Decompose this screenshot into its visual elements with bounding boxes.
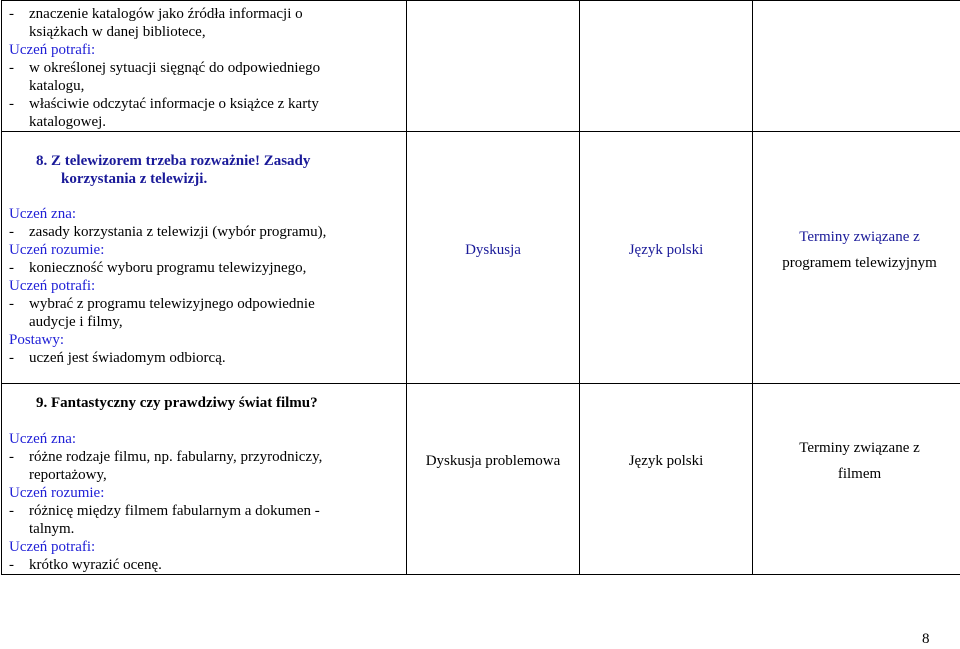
- page-number: 8: [922, 631, 930, 647]
- topic-title: korzystania z telewizji.: [61, 171, 208, 187]
- objectives-cell: 9. Fantastyczny czy prawdziwy świat filmu? Uczeń zna: - różne rodzaje filmu, np. fabularny, przyrodniczy, reportażowy, Uczeń rozumie: - różnicę między filmem fabularnym a dokumen - talnym. Uczeń potrafi: - krótko wyrazić ocenę.: [2, 384, 407, 575]
- terms-text: Terminy związane z: [799, 440, 920, 456]
- section-header-zna: Uczeń zna:: [9, 206, 77, 222]
- subject-text: Język polski: [628, 242, 704, 258]
- topic-title: 9. Fantastyczny czy prawdziwy świat filmu?: [36, 395, 318, 411]
- subject-cell: [580, 1, 753, 132]
- objective-text: krótko wyrazić ocenę.: [29, 557, 162, 573]
- method-text: Dyskusja problemowa: [425, 453, 561, 469]
- terms-cell: [753, 132, 960, 384]
- method-text: Dyskusja: [465, 242, 521, 258]
- objective-text: znaczenie katalogów jako źródła informacji o: [29, 6, 303, 22]
- objective-text: w określonej sytuacji sięgnąć do odpowiedniego: [29, 60, 321, 76]
- objective-text: wybrać z programu telewizyjnego odpowiednie: [29, 296, 315, 312]
- terms-text: filmem: [837, 466, 882, 482]
- objective-text: reportażowy,: [29, 467, 107, 483]
- objective-text: katalogowej.: [29, 114, 107, 130]
- method-cell: [407, 132, 580, 384]
- terms-text: Terminy związane z: [799, 229, 920, 245]
- section-header-rozumie: Uczeń rozumie:: [9, 242, 105, 258]
- terms-cell: [753, 1, 960, 132]
- objectives-cell: 8. Z telewizorem trzeba rozważnie! Zasady korzystania z telewizji. Uczeń zna: - zasady korzystania z telewizji (wybór programu), Uczeń rozumie: - konieczność wyboru programu telewizyjnego, Uczeń potrafi: - wybrać z programu telewizyjnego odpowiednie audycje i filmy, Postawy: - uczeń jest świadomym odbiorcą.: [2, 132, 407, 384]
- section-header-potrafi: Uczeń potrafi:: [9, 278, 96, 294]
- objective-text: audycje i filmy,: [29, 314, 123, 330]
- table-row: [2, 132, 960, 384]
- terms-cell: [753, 384, 960, 575]
- objective-text: zasady korzystania z telewizji (wybór programu),: [29, 224, 327, 240]
- objective-text: różnicę między filmem fabularnym a dokumen -: [29, 503, 320, 519]
- terms-text: programem telewizyjnym: [782, 255, 937, 271]
- objective-text: właściwie odczytać informacje o książce z karty: [29, 96, 319, 112]
- section-header-potrafi: Uczeń potrafi:: [9, 42, 96, 58]
- table-row: [2, 1, 960, 132]
- section-header-potrafi: Uczeń potrafi:: [9, 539, 96, 555]
- topic-title: 8. Z telewizorem trzeba rozważnie! Zasady: [36, 153, 311, 169]
- objective-text: różne rodzaje filmu, np. fabularny, przyrodniczy,: [29, 449, 323, 465]
- objective-text: katalogu,: [29, 78, 85, 94]
- objective-text: uczeń jest świadomym odbiorcą.: [29, 350, 226, 366]
- subject-cell: [580, 132, 753, 384]
- table-row: [2, 384, 960, 575]
- method-cell: [407, 1, 580, 132]
- section-header-zna: Uczeń zna:: [9, 431, 77, 447]
- section-header-rozumie: Uczeń rozumie:: [9, 485, 105, 501]
- curriculum-table: [1, 0, 960, 575]
- objectives-cell: - znaczenie katalogów jako źródła informacji o książkach w danej bibliotece, Uczeń potrafi: - w określonej sytuacji sięgnąć do odpowiedniego katalogu, - właściwie odczytać informacje o książce z karty katalogowej.: [2, 1, 407, 132]
- section-header-postawy: Postawy:: [9, 332, 65, 348]
- objective-text: konieczność wyboru programu telewizyjnego,: [29, 260, 307, 276]
- subject-text: Język polski: [628, 453, 704, 469]
- objective-text: talnym.: [29, 521, 75, 537]
- method-cell: [407, 384, 580, 575]
- objective-text: książkach w danej bibliotece,: [29, 24, 206, 40]
- subject-cell: [580, 384, 753, 575]
